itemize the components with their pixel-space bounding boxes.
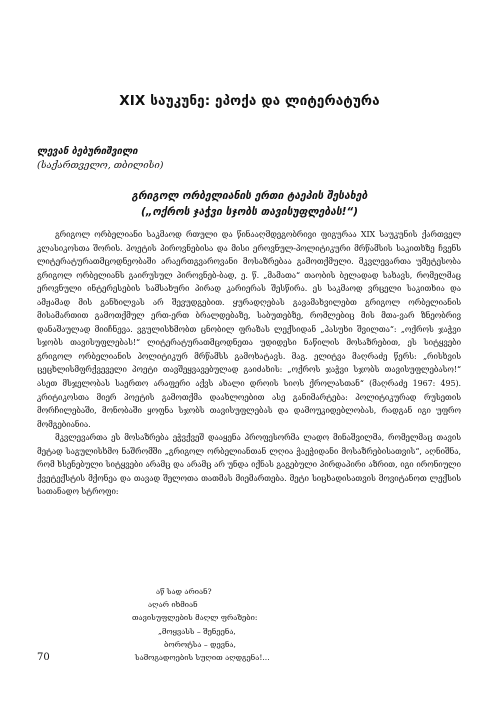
page-number: 70 — [37, 652, 50, 663]
poem-quote — [132, 585, 270, 664]
author-name: ლევან ბებურიშვილი — [37, 146, 138, 157]
body-paragraph: მკვლევართა ეს მოსაზრება ეჭვქვეშ დააყენა პროფესორმა ლადო მინაშვილმა, რომელმაც თავის მეტად საგულისხმო ნაშრომში „გრიგოლ ორბელიანთან ლღია ჭაეჭიდანი მოსაზრებისათვის“, აღნიშნა, რომ ხსენებული სიტყვები არამც და არამც არ უნდა იქნას გაგებული პირდაპირი აზრით, იგი ირონიული ქვეტექსტის მქონეა და თავად შელოთა თათმას მიემართება. მეტი სიცხადისათვის მოვიტანოთ ლექსის სათანადო სტროფი: — [37, 433, 461, 497]
poem-line: აღარ იხმიან — [148, 600, 198, 610]
running-head: XIX საუკუნე: ეპოქა და ლიტერატურა — [119, 93, 380, 109]
article-title-line-2: („ოქროს ჯაჭვი სჯობს თავისუფლებას!“) — [141, 206, 358, 218]
poem-line: ბოროტსა – დევნა, — [164, 639, 236, 649]
poem-line: თავისუფლების მაღლ ფრაზები: — [132, 613, 258, 623]
poem-line: სამოგადოების სუღით აღდგენა!... — [135, 653, 270, 663]
article-title-line-1: გრიგოლ ორბელიანის ერთი ტაეპის შესახებ — [131, 190, 368, 202]
author-affiliation: (საქართველო, თბილისი) — [37, 160, 164, 171]
body-paragraph: გრიგოლ ორბელიანი საკმაოდ რთული და წინააღმდეგობრივი ფიგურაა XIX საუკუნის ქართველ კლასიკოსთა შორის. პოეტის პიროვნებისა და მისი ეროვნულ-პოლიტიკური მრწამსის საკითხზე ჩვენს ლიტერატურათმცოდნეობაში არაერთგვაროვანი მოსაზრებაა გამოთქმული. მკვლევართა უმეტესობა გრიგოლ ორბელიანს გაირუსულ პიროვნებ-ბად, ე. წ. „მამათა“ თაობის ბელადად სახავს, რომელმაც ეროვნული ინტერესების სამსახური პირად კარიერას შესწირა. ეს საკმაოდ ვრცელი საკითხია და ამჟამად მის განხილვას არ შევუდგებით. ყურადღებას გავამახვილებთ გრიგოლ ორბელიანის მისამართით გამოთქმულ ერთ-ერთ ბრალდებაზე, საბუთებზე, რომლებიც მის მთა-ვარ ზნეობრივ დანაშაულად მიიჩნევა. ვგულისხმობთ ცნობილ ფრაზას ლექსიდან „პასუხი შვილთა“: „ოქროს ჯაჭვი სჯობს თავისუფლებას!“ ლიტერატურათმცოდნეთა უდიდესი ნაწილის მოსაზრებით, ეს სიტყვები გრიგოლ ორბელიანის პოლიტიკურ მრწამსს გამოხატავს. მაგ. ელიტვა მაღრაძე წერს: „რისხვის ცეცხლისმფრქვეველი პოეტი თავშეყვავებულად გაიძახის: „ოქროს ჯაჭვი სჯობს თავისუფლებასო!“ ასეთ მსჯელობას საერთო არაფერი აქვს ახალი დროის სიოს ქროლასთან“ (მაღრაძე 1967: 495). კრიტიკოსთა მიერ პოეტის გამოთქმა დაახლოებით ასე განიმარტება: პოლიტიკურად რუსეთის მორჩილებაში, მონობაში ყოფნა სჯობს თავისუფლებას და დამოუკიდებლობას, რადგან იგი უფრო მომგებიანია. — [37, 230, 461, 429]
poem-line: აწ სად არიან? — [156, 587, 212, 596]
article-body — [37, 228, 461, 499]
poem-line: „მოყვასს – შენეენა, — [158, 626, 236, 636]
